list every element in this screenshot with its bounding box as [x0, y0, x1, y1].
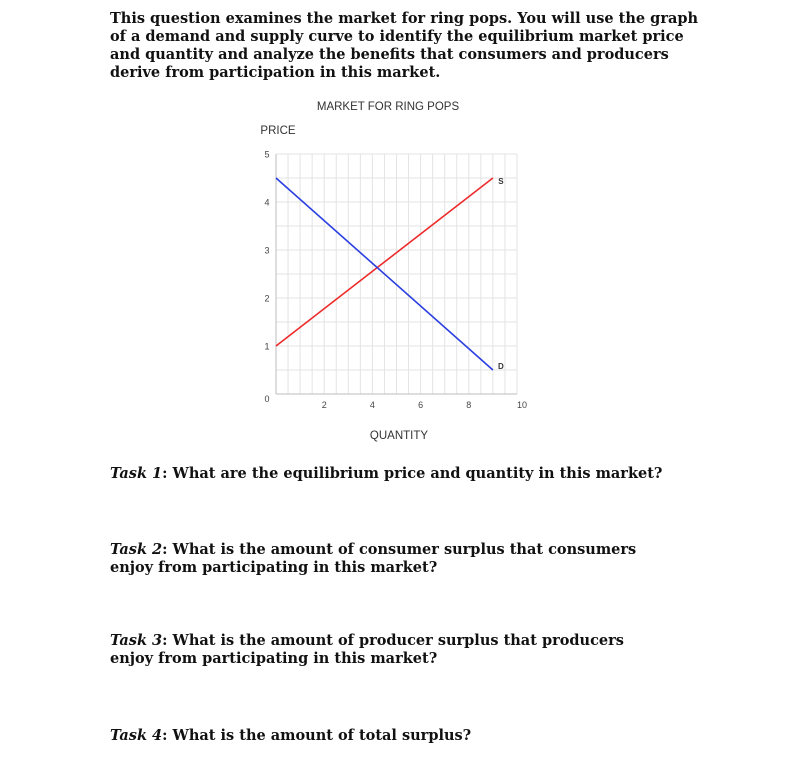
chart-title: MARKET FOR RING POPS: [316, 101, 460, 113]
series-label-s: S: [498, 177, 504, 186]
task-2-label: Task 2: [110, 541, 163, 558]
task-4: [110, 727, 670, 745]
task-1: [110, 465, 670, 483]
x-tick-label: 10: [516, 400, 528, 410]
y-axis-label: PRICE: [260, 125, 296, 137]
task-2: [110, 541, 670, 577]
y-tick-label: 0: [264, 394, 270, 404]
x-tick-label: 4: [369, 400, 375, 410]
y-tick-label: 4: [264, 197, 270, 208]
task-3-text: : What is the amount of producer surplus that producers enjoy from participating in this market?: [110, 632, 624, 667]
y-tick-label: 5: [264, 149, 270, 160]
y-tick-label: 1: [264, 341, 270, 352]
task-3-label: Task 3: [110, 632, 163, 649]
task-2-text: : What is the amount of consumer surplus that consumers enjoy from participating in this market?: [110, 541, 637, 576]
y-tick-label: 3: [264, 245, 270, 256]
x-axis-label: QUANTITY: [369, 430, 429, 442]
task-1-text: : What are the equilibrium price and quantity in this market?: [162, 465, 663, 482]
y-tick-label: 2: [264, 293, 270, 304]
x-tick-label: 8: [466, 400, 472, 410]
task-4-label: Task 4: [110, 727, 163, 744]
task-3: [110, 632, 670, 668]
supply-demand-chart: [240, 92, 560, 452]
series-label-d: D: [498, 362, 504, 371]
intro-paragraph: This question examines the market for ring pops. You will use the graph of a demand and supply curve to identify the equilibrium market price and quantity and analyze the benefits that consumers and producers derive from participation in this market.: [110, 10, 699, 81]
x-tick-label: 2: [321, 400, 327, 410]
task-4-text: : What is the amount of total surplus?: [162, 727, 472, 744]
x-tick-label: 6: [418, 400, 424, 410]
task-1-label: Task 1: [110, 465, 163, 482]
